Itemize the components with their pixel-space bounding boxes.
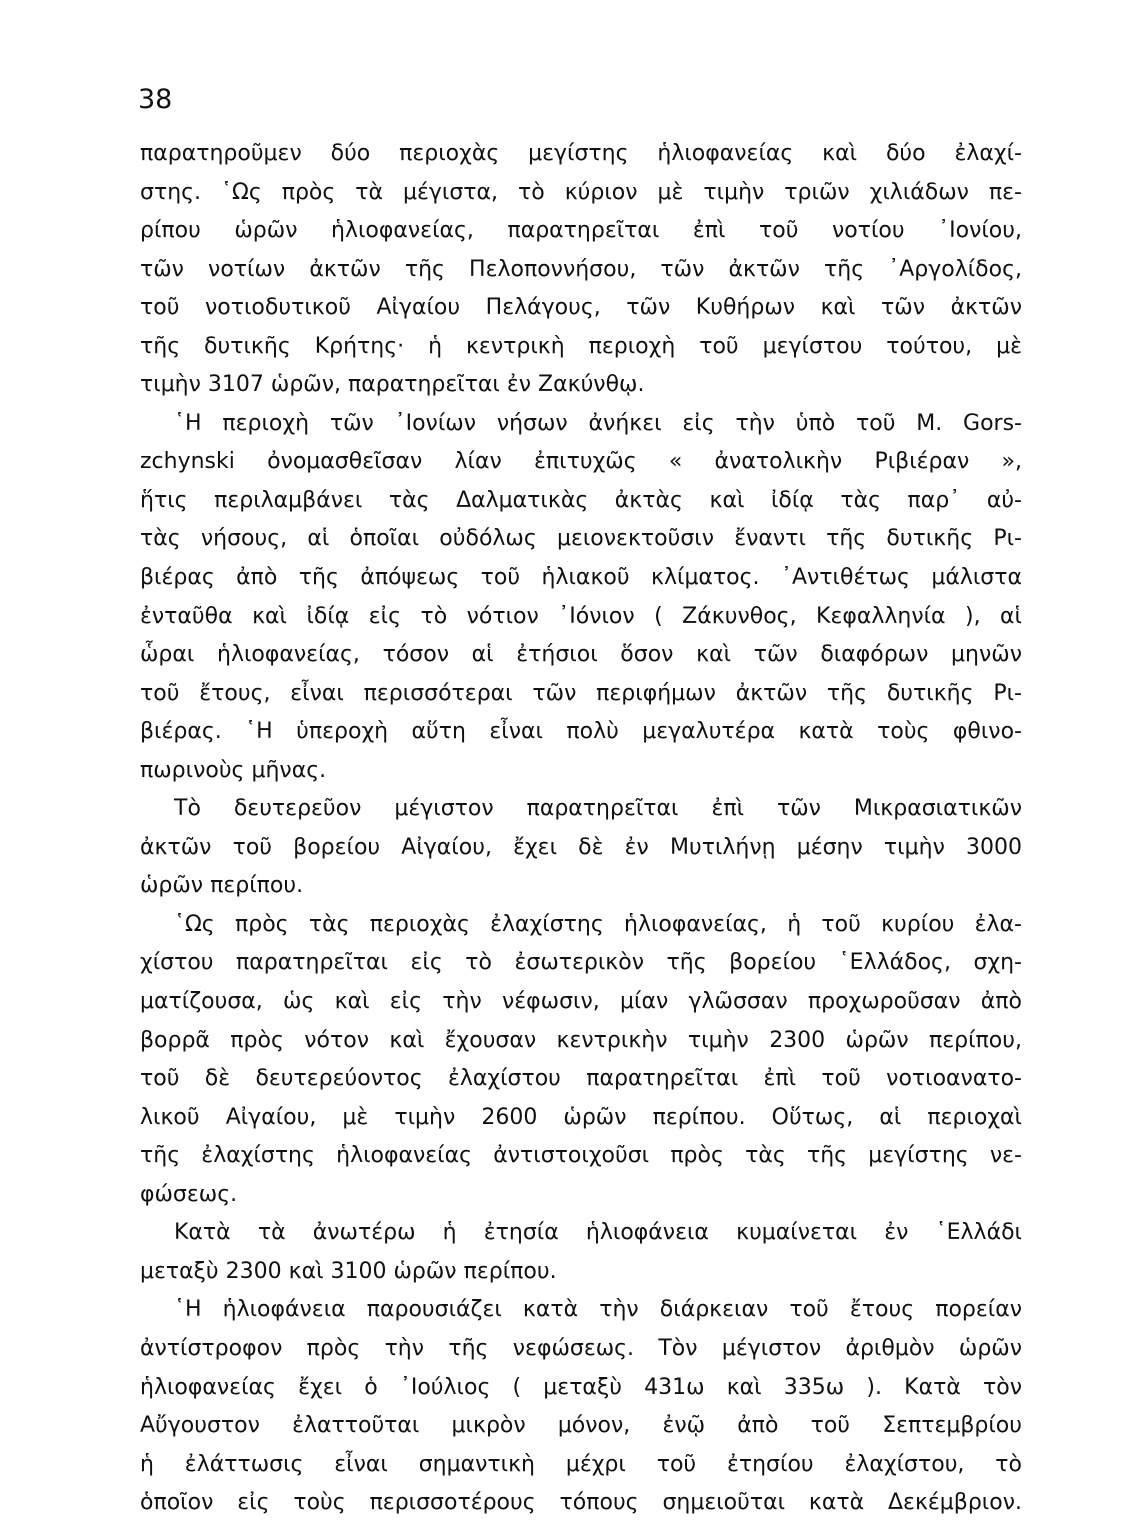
- text-line: τοῦ δὲ δευτερεύοντος ἐλαχίστου παρατηρεῖται ἐπὶ τοῦ νοτιοανατο-: [140, 1066, 1022, 1092]
- text-line: ἀντίστροφον πρὸς τὴν τῆς νεφώσεως. Τὸν μέγιστον ἀριθμὸν ὡρῶν: [140, 1335, 1022, 1361]
- text-line: βιέρας ἀπὸ τῆς ἀπόψεως τοῦ ἡλιακοῦ κλίματος. ᾿Αντιθέτως μάλιστα: [140, 565, 1022, 591]
- body-text: [140, 135, 1022, 1523]
- text-line: Κατὰ τὰ ἀνωτέρω ἡ ἐτησία ἡλιοφάνεια κυμαίνεται ἐν ῾Ελλάδι: [174, 1220, 1022, 1246]
- text-line: χίστου παρατηρεῖται εἰς τὸ ἐσωτερικὸν τῆς βορείου ῾Ελλάδος, σχη-: [140, 950, 1022, 976]
- text-line: τιμὴν 3107 ὡρῶν, παρατηρεῖται ἐν Ζακύνθῳ.: [140, 372, 645, 398]
- text-line: ῾Η ἡλιοφάνεια παρουσιάζει κατὰ τὴν διάρκειαν τοῦ ἔτους πορείαν: [174, 1297, 1022, 1323]
- text-line: ἡ ἐλάττωσις εἶναι σημαντικὴ μέχρι τοῦ ἐτησίου ἐλαχίστου, τὸ: [140, 1451, 1022, 1477]
- text-line: ῾Ως πρὸς τὰς περιοχὰς ἐλαχίστης ἡλιοφανείας, ἡ τοῦ κυρίου ἐλα-: [174, 911, 1022, 937]
- text-line: ἐνταῦθα καὶ ἰδίᾳ εἰς τὸ νότιον ᾿Ιόνιον ( Ζάκυνθος, Κεφαλληνία ), αἱ: [140, 603, 1022, 629]
- text-line: ἡλιοφανείας ἔχει ὁ ᾿Ιούλιος ( μεταξὺ 431ω καὶ 335ω ). Κατὰ τὸν: [140, 1374, 1022, 1400]
- text-line: στης. ῾Ως πρὸς τὰ μέγιστα, τὸ κύριον μὲ τιμὴν τριῶν χιλιάδων πε-: [140, 179, 1022, 205]
- text-line: ἥτις περιλαμβάνει τὰς Δαλματικὰς ἀκτὰς καὶ ἰδίᾳ τὰς παρ᾿ αὐ-: [140, 487, 1022, 513]
- text-line: τῶν νοτίων ἀκτῶν τῆς Πελοποννήσου, τῶν ἀκτῶν τῆς ᾿Αργολίδος,: [140, 256, 1022, 282]
- text-line: Τὸ δευτερεῦον μέγιστον παρατηρεῖται ἐπὶ τῶν Μικρασιατικῶν: [174, 796, 1022, 822]
- text-line: ῾Η περιοχὴ τῶν ᾿Ιονίων νήσων ἀνήκει εἰς τὴν ὑπὸ τοῦ M. Gors-: [174, 410, 1022, 436]
- text-line: ὡρῶν περίπου.: [140, 873, 304, 899]
- text-line: βιέρας. ῾Η ὑπεροχὴ αὕτη εἶναι πολὺ μεγαλυτέρα κατὰ τοὺς φθινο-: [140, 719, 1022, 745]
- text-line: παρατηροῦμεν δύο περιοχὰς μεγίστης ἡλιοφανείας καὶ δύο ἐλαχί-: [140, 141, 1022, 166]
- text-line: Αὔγουστον ἐλαττοῦται μικρὸν μόνον, ἐνῷ ἀπὸ τοῦ Σεπτεμβρίου: [140, 1413, 1022, 1439]
- text-line: τὰς νήσους, αἱ ὁποῖαι οὐδόλως μειονεκτοῦσιν ἔναντι τῆς δυτικῆς Ρι-: [140, 526, 1022, 552]
- page-number: 38: [138, 84, 173, 115]
- text-line: λικοῦ Αἰγαίου, μὲ τιμὴν 2600 ὡρῶν περίπου. Οὕτως, αἱ περιοχαὶ: [140, 1104, 1022, 1130]
- text-line: μεταξὺ 2300 καὶ 3100 ὡρῶν περίπου.: [140, 1258, 557, 1284]
- text-line: ὧραι ἡλιοφανείας, τόσον αἱ ἐτήσιοι ὅσον καὶ τῶν διαφόρων μηνῶν: [140, 642, 1022, 668]
- text-line: ματίζουσα, ὡς καὶ εἰς τὴν νέφωσιν, μίαν γλῶσσαν προχωροῦσαν ἀπὸ: [140, 989, 1022, 1015]
- text-line: τοῦ ἔτους, εἶναι περισσότεραι τῶν περιφήμων ἀκτῶν τῆς δυτικῆς Ρι-: [140, 680, 1022, 706]
- text-line: τῆς δυτικῆς Κρήτης· ἡ κεντρικὴ περιοχὴ τοῦ μεγίστου τούτου, μὲ: [140, 333, 1022, 359]
- text-line: ὁποῖον εἰς τοὺς περισσοτέρους τόπους σημειοῦται κατὰ Δεκέμβριον.: [140, 1490, 1022, 1516]
- text-line: ἀκτῶν τοῦ βορείου Αἰγαίου, ἔχει δὲ ἐν Μυτιλήνῃ μέσην τιμὴν 3000: [140, 834, 1022, 860]
- text-line: zchynski ὀνομασθεῖσαν λίαν ἐπιτυχῶς « ἀνατολικὴν Ριβιέραν »,: [140, 449, 1022, 475]
- text-line: τῆς ἐλαχίστης ἡλιοφανείας ἀντιστοιχοῦσι πρὸς τὰς τῆς μεγίστης νε-: [140, 1143, 1022, 1169]
- text-line: βορρᾶ πρὸς νότον καὶ ἔχουσαν κεντρικὴν τιμὴν 2300 ὡρῶν περίπου,: [140, 1027, 1022, 1053]
- text-line: ρίπου ὡρῶν ἡλιοφανείας, παρατηρεῖται ἐπὶ τοῦ νοτίου ᾿Ιονίου,: [140, 218, 1022, 244]
- text-line: φώσεως.: [140, 1181, 238, 1207]
- text-line: πωρινοὺς μῆνας.: [140, 757, 327, 783]
- text-line: τοῦ νοτιοδυτικοῦ Αἰγαίου Πελάγους, τῶν Κυθήρων καὶ τῶν ἀκτῶν: [140, 295, 1022, 321]
